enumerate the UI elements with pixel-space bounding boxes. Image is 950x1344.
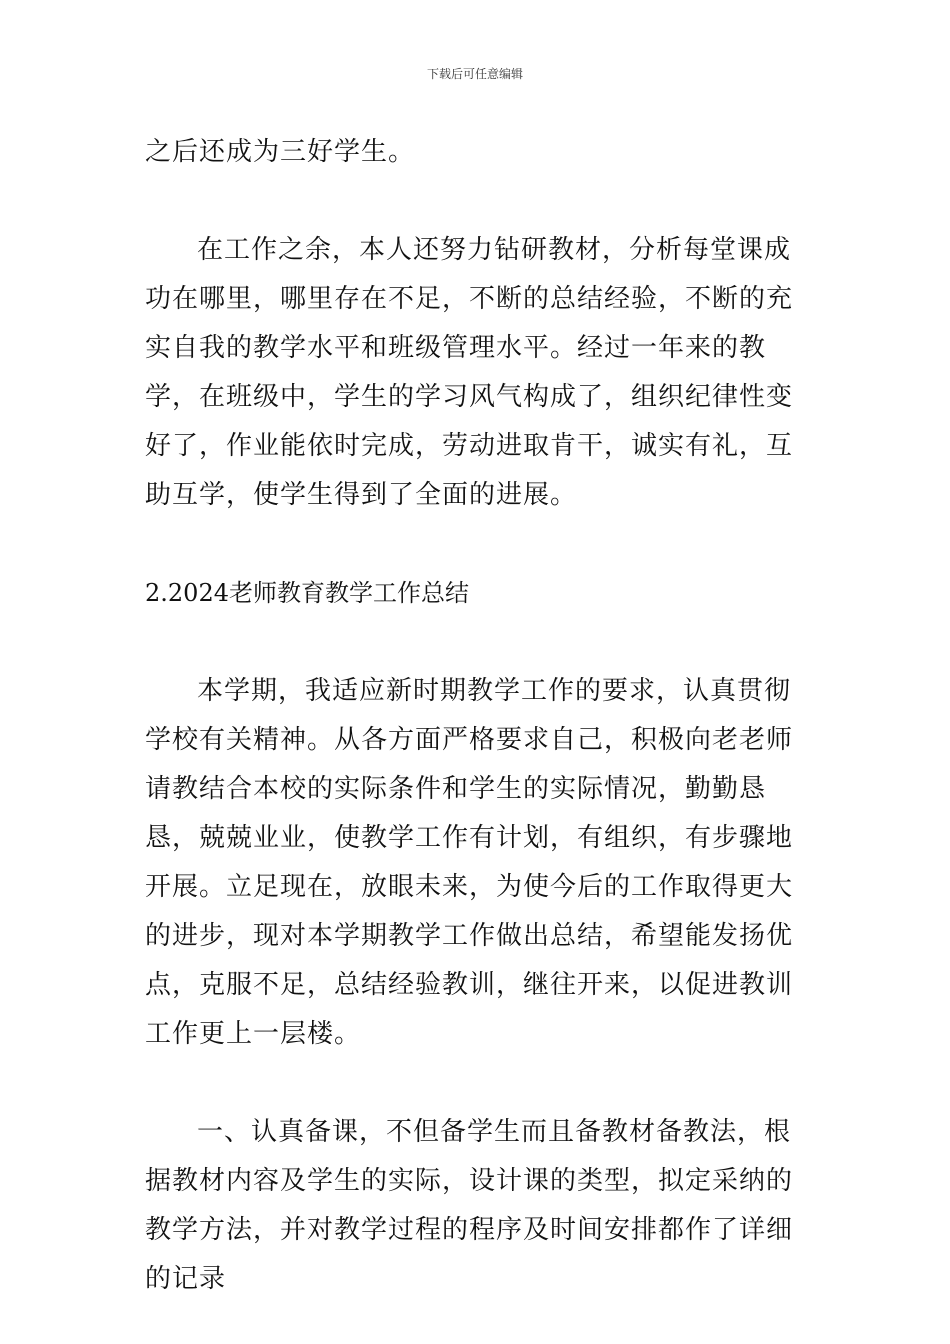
paragraph-gap: [145, 1059, 810, 1108]
paragraph-gap: [145, 618, 810, 667]
paragraph-gap: [145, 520, 810, 569]
paragraph-semester-summary: 本学期，我适应新时期教学工作的要求，认真贯彻学校有关精神。从各方面严格要求自己，积极向老老师请教结合本校的实际条件和学生的实际情况，勤勤恳恳，兢兢业业，使教学工作有计划，有组织，有步骤地开展。立足现在，放眼未来，为使今后的工作取得更大的进步，现对本学期教学工作做出总结，希望能发扬优点，克服不足，总结经验教训，继往开来，以促进教训工作更上一层楼。: [145, 676, 794, 1049]
paragraph-work-reflection: 在工作之余，本人还努力钻研教材，分析每堂课成功在哪里，哪里存在不足，不断的总结经验，不断的充实自我的教学水平和班级管理水平。经过一年来的教学，在班级中，学生的学习风气构成了，组织纪律性变好了，作业能依时完成，劳动进取肯干，诚实有礼，互助互学，使学生得到了全面的进展。: [145, 235, 794, 510]
document-body: [145, 128, 810, 1304]
section-heading: 2.2024老师教育教学工作总结: [145, 579, 469, 607]
paragraph-lesson-preparation: 一、认真备课，不但备学生而且备教材备教法，根据教材内容及学生的实际，设计课的类型，拟定采纳的教学方法，并对教学过程的程序及时间安排都作了详细的记录: [145, 1117, 794, 1294]
paragraph-continuation: 之后还成为三好学生。: [145, 137, 416, 167]
page-header-note: 下载后可任意编辑: [426, 67, 523, 81]
paragraph-gap: [145, 177, 810, 226]
